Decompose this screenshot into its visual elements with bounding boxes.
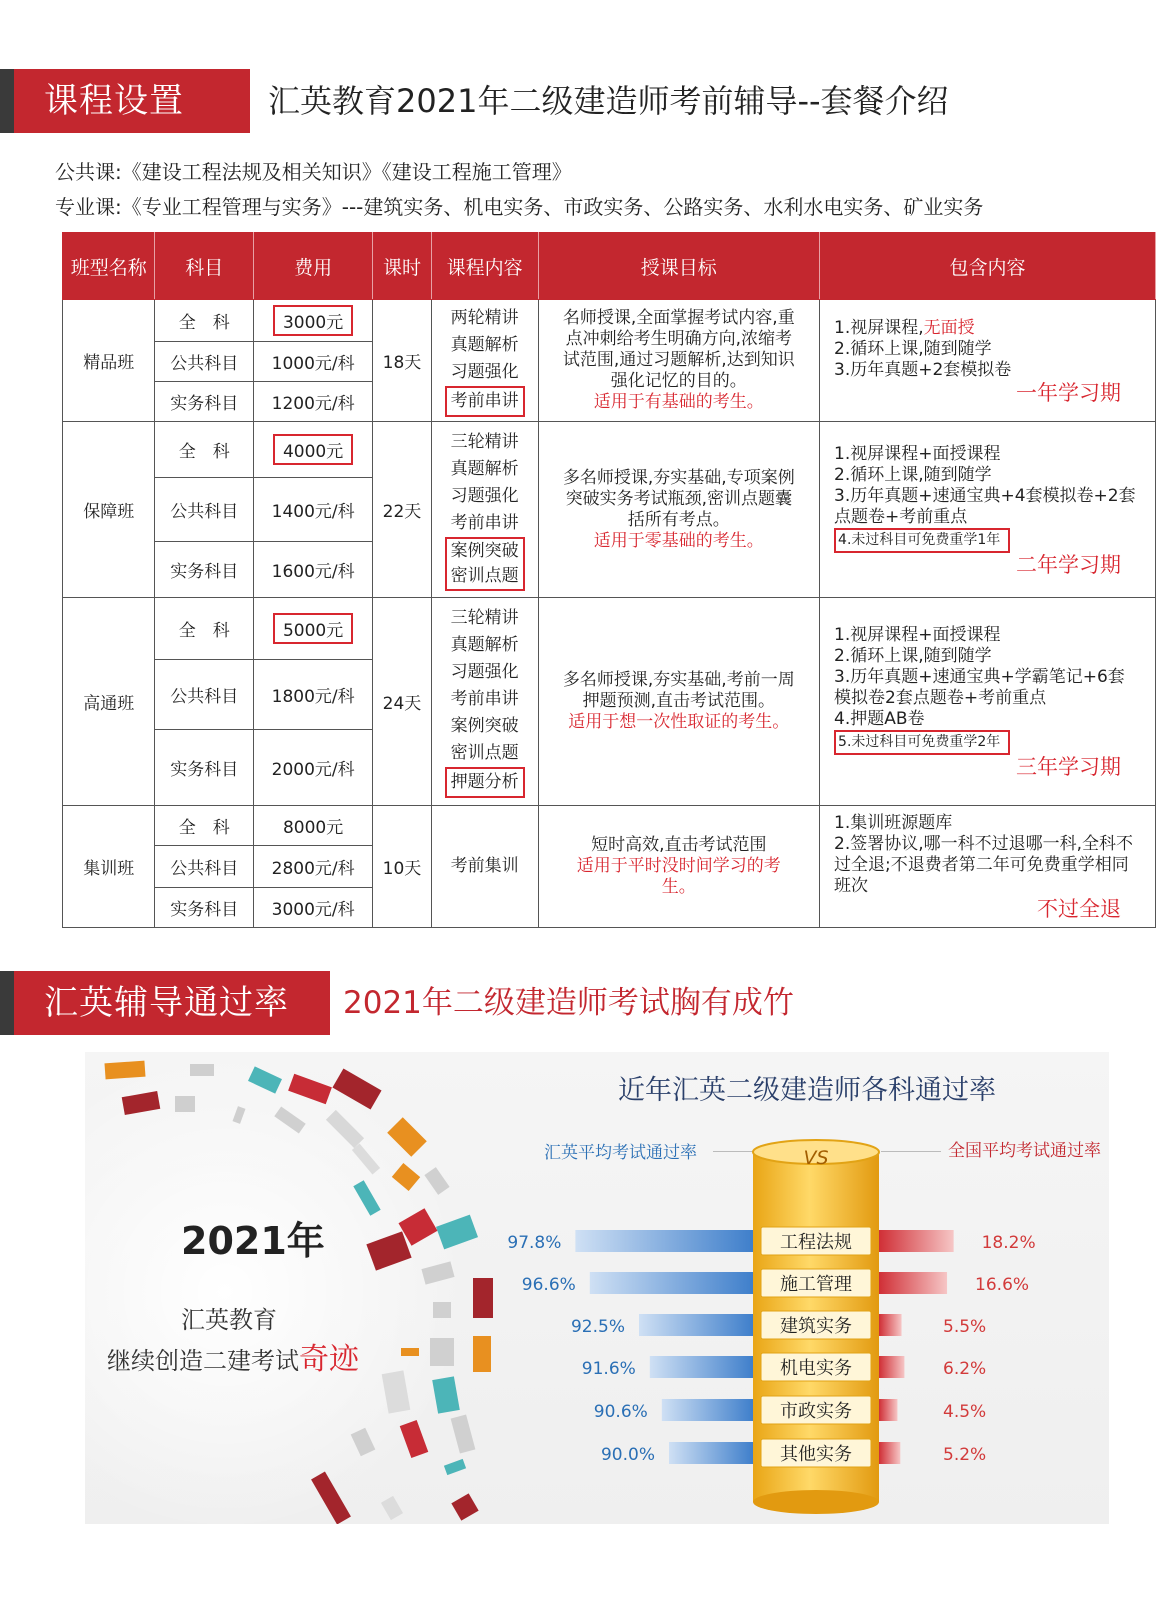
fee-cell: 2000元/科 (254, 730, 373, 806)
fee-cell: 1600元/科 (254, 542, 373, 598)
fee-cell: 1000元/科 (254, 342, 373, 382)
table-header-row (63, 233, 1156, 300)
goal-text: 多名师授课,夯实基础,专项案例突破实务考试瓶颈,密训点题囊括所有考点。 (562, 467, 795, 530)
content-item: 密训点题 (450, 743, 519, 763)
subject-cell: 全 科 (155, 300, 254, 342)
right-value-label: 6.2% (943, 1359, 987, 1379)
course-table (62, 232, 1156, 928)
subject-cell: 公共科目 (155, 478, 254, 542)
hours-cell: 24天 (373, 598, 432, 806)
content-item: 两轮精讲 (450, 307, 519, 328)
right-bar (879, 1356, 904, 1378)
subject-cell: 全 科 (155, 422, 254, 478)
goal-text: 短时高效,直击考试范围 (591, 835, 767, 855)
content-item: 真题解析 (450, 458, 519, 479)
goal-text: 多名师授课,夯实基础,考前一周押题预测,直击考试范围。 (562, 670, 795, 711)
include-item: 2.循环上课,随到随学 (834, 646, 992, 666)
right-series-label: 全国平均考试通过率 (948, 1141, 1101, 1161)
category-label: 机电实务 (780, 1358, 852, 1379)
content-item: 真题解析 (450, 334, 519, 355)
right-value-label: 16.6% (975, 1275, 1030, 1295)
goal-cell (538, 300, 819, 422)
professional-courses: 专业课:《专业工程管理与实务》---建筑实务、机电实务、市政实务、公路实务、水利水电实务、矿业实务 (55, 195, 984, 219)
study-period: 不过全退 (1037, 897, 1121, 921)
subject-cell: 全 科 (155, 806, 254, 846)
goal-cell (538, 422, 819, 598)
right-bar (879, 1314, 902, 1336)
goal-cell (538, 598, 819, 806)
right-value-label: 5.2% (943, 1445, 987, 1465)
study-period: 三年学习期 (1016, 755, 1121, 779)
content-cell (431, 422, 538, 598)
col-header-goal: 授课目标 (538, 233, 819, 300)
content-item: 三轮精讲 (450, 608, 519, 628)
vs-text: VS (803, 1147, 829, 1169)
content-item: 案例突破 (450, 540, 519, 561)
fit-text: 适用于平时没时间学习的考生。 (576, 856, 781, 897)
subject-cell: 公共科目 (155, 846, 254, 888)
category-label: 市政实务 (780, 1401, 852, 1422)
content-item: 习题强化 (450, 361, 519, 382)
category-label: 工程法规 (780, 1232, 852, 1253)
include-item: 2.循环上课,随到随学 (834, 464, 992, 485)
right-bar (879, 1442, 900, 1464)
fee-highlight: 4000元 (273, 434, 353, 465)
slogan-highlight: 奇迹 (299, 1342, 359, 1377)
study-period: 一年学习期 (1016, 380, 1121, 405)
year-text: 2021年 (181, 1219, 325, 1263)
section-header-pass-rate (0, 971, 1169, 1035)
fee-highlight: 3000元 (273, 305, 353, 336)
include-highlight: 无面授 (923, 317, 975, 338)
content-item: 考前串讲 (450, 689, 519, 709)
fee-cell (254, 422, 373, 478)
include-item: 3.历年真题+速通宝典+学霸笔记+6套模拟卷2套点题卷+考前重点 (834, 667, 1125, 708)
header-dark-strip (0, 69, 14, 133)
goal-cell (538, 806, 819, 928)
includes-cell (820, 598, 1156, 806)
include-item: 1.集训班源题库 (834, 813, 953, 833)
include-item: 2.循环上课,随到随学 (834, 338, 992, 359)
content-item: 三轮精讲 (450, 431, 519, 452)
content-item: 密训点题 (450, 565, 519, 586)
section-label: 课程设置 (14, 69, 250, 133)
right-bar (879, 1399, 897, 1421)
subject-cell: 实务科目 (155, 888, 254, 928)
subject-cell: 公共科目 (155, 660, 254, 730)
fee-cell: 2800元/科 (254, 846, 373, 888)
include-item: 4.押题AB卷 (834, 709, 925, 729)
col-header-includes: 包含内容 (820, 233, 1156, 300)
left-value-label: 90.6% (593, 1402, 648, 1422)
content-item-highlight: 考前串讲 (445, 386, 525, 417)
hours-cell: 10天 (373, 806, 432, 928)
fee-cell (254, 598, 373, 660)
content-item: 考前集训 (450, 856, 519, 876)
content-item-highlight: 押题分析 (445, 767, 525, 798)
table-row (63, 598, 1156, 660)
hours-cell: 18天 (373, 300, 432, 422)
col-header-subject: 科目 (155, 233, 254, 300)
left-series-label: 汇英平均考试通过率 (544, 1143, 697, 1163)
include-item: 3.历年真题+速通宝典+4套模拟卷+2套点题卷+考前重点 (834, 485, 1136, 527)
fee-cell: 1200元/科 (254, 382, 373, 422)
col-header-content: 课程内容 (431, 233, 538, 300)
left-value-label: 90.0% (600, 1445, 655, 1465)
left-value-label: 91.6% (581, 1359, 636, 1379)
content-item: 习题强化 (450, 485, 519, 506)
left-bar (669, 1442, 753, 1464)
class-name: 高通班 (63, 598, 155, 806)
fee-highlight: 5000元 (273, 613, 353, 644)
header-dark-strip (0, 971, 14, 1035)
category-label: 施工管理 (780, 1274, 852, 1295)
fee-cell: 1800元/科 (254, 660, 373, 730)
pass-rate-chart (85, 1052, 1109, 1524)
study-period: 二年学习期 (1016, 552, 1121, 577)
content-cell (431, 806, 538, 928)
content-item-highlight (445, 537, 525, 591)
class-name: 保障班 (63, 422, 155, 598)
left-bar (590, 1272, 753, 1294)
content-item: 真题解析 (450, 635, 519, 655)
hours-cell: 22天 (373, 422, 432, 598)
page-title: 汇英教育2021年二级建造师考前辅导--套餐介绍 (268, 82, 949, 120)
gold-column-base (753, 1490, 879, 1514)
content-cell (431, 598, 538, 806)
include-item: 1.视屏课程+面授课程 (834, 625, 1001, 645)
subject-cell: 公共科目 (155, 342, 254, 382)
left-bar (662, 1399, 753, 1421)
subject-cell: 实务科目 (155, 382, 254, 422)
subject-cell: 全 科 (155, 598, 254, 660)
includes-cell (820, 806, 1156, 928)
includes-cell (820, 300, 1156, 422)
col-header-class: 班型名称 (63, 233, 155, 300)
col-header-hours: 课时 (373, 233, 432, 300)
public-courses: 公共课:《建设工程法规及相关知识》《建设工程施工管理》 (55, 160, 572, 184)
left-value-label: 92.5% (570, 1317, 625, 1337)
class-name: 精品班 (63, 300, 155, 422)
subject-cell: 实务科目 (155, 730, 254, 806)
left-value-label: 97.8% (507, 1233, 562, 1253)
right-value-label: 4.5% (943, 1402, 987, 1422)
pass-rate-graphic (85, 1052, 1109, 1524)
includes-cell (820, 422, 1156, 598)
section-label: 汇英辅导通过率 (14, 971, 330, 1035)
category-label: 其他实务 (780, 1444, 852, 1465)
include-item: 1.视屏课程+面授课程 (834, 443, 1001, 464)
content-cell (431, 300, 538, 422)
section-title: 2021年二级建造师考试胸有成竹 (343, 985, 794, 1021)
right-value-label: 5.5% (943, 1317, 987, 1337)
col-header-fee: 费用 (254, 233, 373, 300)
table-row (63, 300, 1156, 342)
table-row (63, 422, 1156, 478)
section-header-course (0, 69, 1169, 133)
fee-cell (254, 300, 373, 342)
fee-cell: 8000元 (254, 806, 373, 846)
fit-text: 适用于有基础的考生。 (593, 392, 764, 412)
subject-cell: 实务科目 (155, 542, 254, 598)
left-value-label: 96.6% (521, 1275, 576, 1295)
brand-text: 汇英教育 (181, 1306, 277, 1334)
right-value-label: 18.2% (981, 1233, 1036, 1253)
right-bar (879, 1230, 954, 1252)
slogan-prefix: 继续创造二建考试 (107, 1347, 299, 1375)
include-boxed: 5.未过科目可免费重学2年 (834, 730, 1010, 755)
left-bar (639, 1314, 753, 1336)
include-item: 3.历年真题+2套模拟卷 (834, 359, 1012, 380)
fee-cell: 1400元/科 (254, 478, 373, 542)
class-name: 集训班 (63, 806, 155, 928)
content-item: 考前串讲 (450, 512, 519, 533)
category-label: 建筑实务 (780, 1316, 852, 1337)
fit-text: 适用于想一次性取证的考生。 (568, 712, 790, 732)
chart-title: 近年汇英二级建造师各科通过率 (618, 1075, 996, 1106)
content-item: 习题强化 (450, 662, 519, 682)
include-item: 1.视屏课程, (834, 317, 924, 338)
left-bar (575, 1230, 753, 1252)
table-row (63, 806, 1156, 846)
fee-cell: 3000元/科 (254, 888, 373, 928)
content-item: 案例突破 (450, 716, 519, 736)
include-item: 2.签署协议,哪一科不过退哪一科,全科不过全退;不退费者第二年可免费重学相同班次 (834, 834, 1134, 896)
left-bar (650, 1356, 753, 1378)
right-bar (879, 1272, 947, 1294)
fit-text: 适用于零基础的考生。 (593, 530, 764, 551)
include-boxed: 4.未过科目可免费重学1年 (834, 528, 1010, 553)
goal-text: 名师授课,全面掌握考试内容,重点冲刺给考生明确方向,浓缩考试范围,通过习题解析,达到知识强化记忆的目的。 (562, 308, 795, 391)
